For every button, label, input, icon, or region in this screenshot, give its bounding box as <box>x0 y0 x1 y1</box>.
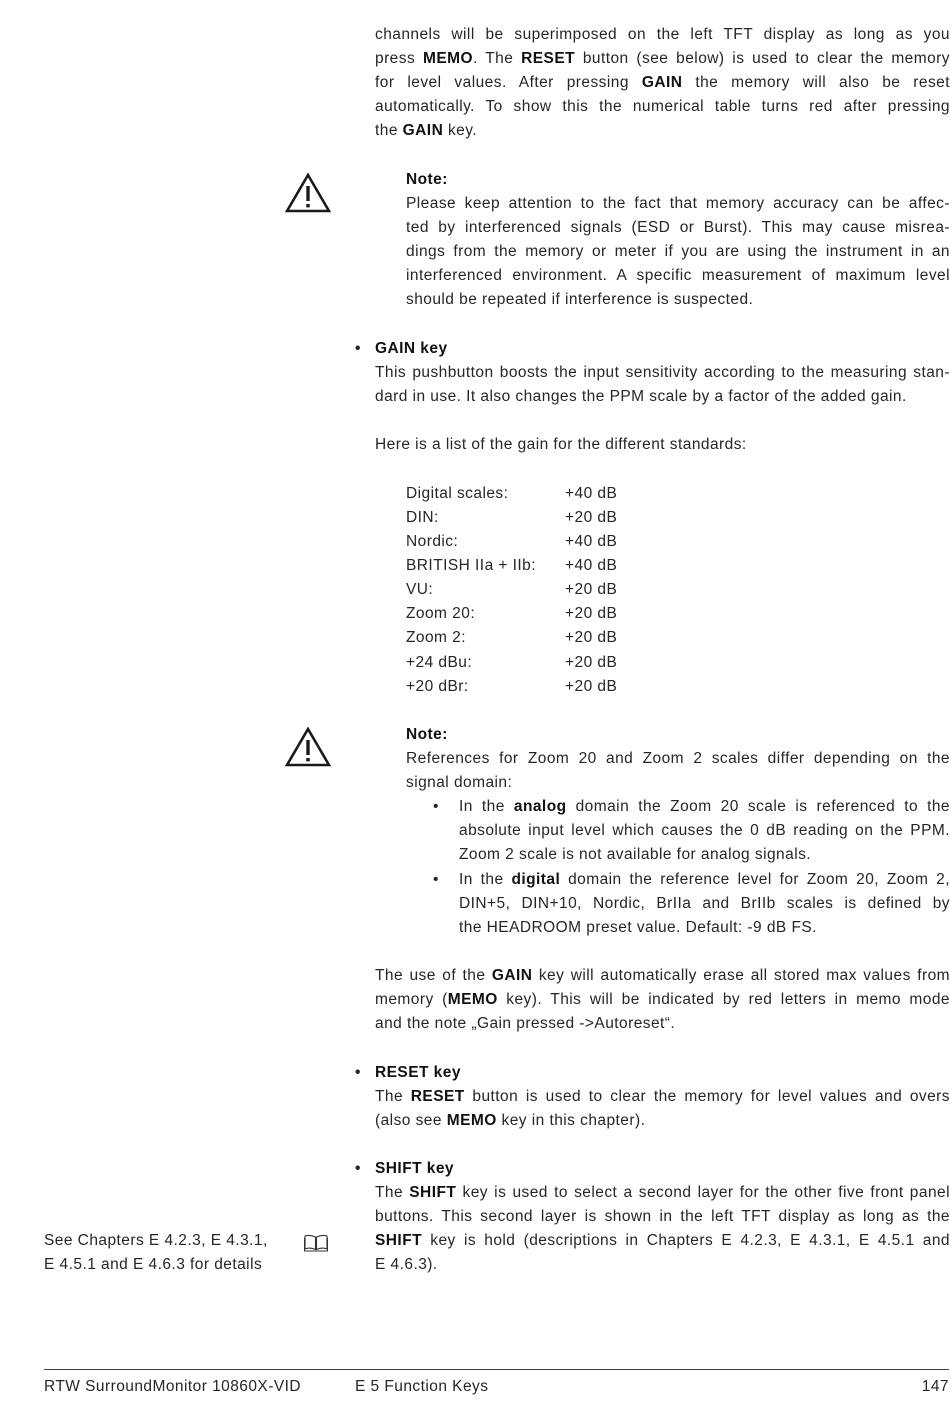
footer-product-name: RTW SurroundMonitor 10860X-VID <box>44 1378 302 1395</box>
bullet: • <box>355 1064 361 1081</box>
intro-line: automatically. To show this the numerical table turns red after pressing <box>375 98 950 115</box>
note-title: Note: <box>406 171 448 188</box>
gain-use-paragraph <box>375 964 950 1036</box>
intro-line: press MEMO. The RESET button (see below) is used to clear the memory <box>375 50 950 67</box>
section-title: RESET key <box>375 1064 461 1081</box>
note-sub-line: Zoom 2 scale is not available for analog signals. <box>459 846 812 863</box>
shift-line: buttons. This second layer is shown in the left TFT display as long as the <box>375 1208 950 1225</box>
gain-use-line: memory (MEMO key). This will be indicated by red letters in memo mode <box>375 991 950 1008</box>
bullet: • <box>355 1160 361 1177</box>
reset-line: The RESET button is used to clear the memory for level values and overs <box>375 1088 950 1105</box>
shift-line: SHIFT key is hold (descriptions in Chapters E 4.2.3, E 4.3.1, E 4.5.1 and <box>375 1232 950 1249</box>
gain-value: +20 dB <box>565 629 618 646</box>
reset-line: (also see MEMO key in this chapter). <box>375 1112 646 1129</box>
note-sub-line: DIN+5, DIN+10, Nordic, BrIIa and BrIIb scales is defined by <box>459 895 950 912</box>
gain-value: +40 dB <box>565 485 618 502</box>
section-title: SHIFT key <box>375 1160 454 1177</box>
note-line: signal domain: <box>406 774 513 791</box>
margin-note-line: E 4.5.1 and E 4.6.3 for details <box>44 1256 263 1273</box>
note-line: Please keep attention to the fact that memory accuracy can be affec- <box>406 195 950 212</box>
gain-line: dard in use. It also changes the PPM scale by a factor of the added gain. <box>375 388 907 405</box>
warning-icon <box>285 173 331 213</box>
margin-reference-note <box>44 1229 268 1277</box>
intro-line: the GAIN key. <box>375 122 478 139</box>
gain-standard: +24 dBu: <box>406 654 473 671</box>
note-line: References for Zoom 20 and Zoom 2 scales differ depending on the <box>406 750 950 767</box>
section-title: GAIN key <box>375 340 448 357</box>
gain-value: +40 dB <box>565 533 618 550</box>
shift-key-section <box>375 1157 950 1277</box>
shift-line: E 4.6.3). <box>375 1256 438 1273</box>
note-memory-accuracy <box>406 168 950 312</box>
page-number: 147 <box>921 1378 949 1395</box>
note-line: ted by interferenced signals (ESD or Burst). This may cause misrea- <box>406 219 950 236</box>
intro-line: channels will be superimposed on the left TFT display as long as you <box>375 26 950 43</box>
gain-value: +40 dB <box>565 557 618 574</box>
note-line: dings from the memory or meter if you are using the instrument in an <box>406 243 950 260</box>
gain-key-section <box>375 337 950 457</box>
gain-standard: Digital scales: <box>406 485 509 502</box>
intro-line: for level values. After pressing GAIN the memory will also be reset <box>375 74 950 91</box>
reset-key-section <box>375 1061 950 1133</box>
gain-value: +20 dB <box>565 654 618 671</box>
gain-use-line: The use of the GAIN key will automatically erase all stored max values from <box>375 967 950 984</box>
gain-value: +20 dB <box>565 605 618 622</box>
note-sub-item-analog <box>459 795 950 867</box>
gain-standard: VU: <box>406 581 434 598</box>
gain-standard: BRITISH IIa + IIb: <box>406 557 536 574</box>
gain-value: +20 dB <box>565 581 618 598</box>
note-zoom-references <box>406 723 950 795</box>
shift-line: The SHIFT key is used to select a second layer for the other five front panel <box>375 1184 950 1201</box>
gain-standard: Zoom 2: <box>406 629 467 646</box>
gain-value: +20 dB <box>565 678 618 695</box>
bullet: • <box>355 340 361 357</box>
note-sub-line: In the analog domain the Zoom 20 scale is referenced to the <box>459 798 950 815</box>
note-line: interferenced environment. A specific measurement of maximum level <box>406 267 950 284</box>
gain-standard: +20 dBr: <box>406 678 469 695</box>
bullet: • <box>433 871 439 888</box>
gain-list-intro: Here is a list of the gain for the different standards: <box>375 436 747 453</box>
bullet: • <box>433 798 439 815</box>
note-sub-line: the HEADROOM preset value. Default: -9 dB FS. <box>459 919 817 936</box>
gain-standard: Zoom 20: <box>406 605 476 622</box>
warning-icon <box>285 727 331 767</box>
gain-value: +20 dB <box>565 509 618 526</box>
note-sub-item-digital <box>459 868 950 940</box>
gain-use-line: and the note „Gain pressed ->Autoreset“. <box>375 1015 676 1032</box>
gain-line: This pushbutton boosts the input sensitivity according to the measuring stan- <box>375 364 950 381</box>
gain-standard: DIN: <box>406 509 439 526</box>
note-sub-line: In the digital domain the reference level for Zoom 20, Zoom 2, <box>459 871 950 888</box>
note-title: Note: <box>406 726 448 743</box>
note-sub-line: absolute input level which causes the 0 dB reading on the PPM. <box>459 822 950 839</box>
margin-note-line: See Chapters E 4.2.3, E 4.3.1, <box>44 1232 268 1249</box>
intro-paragraph <box>375 23 950 143</box>
footer-chapter: E 5 Function Keys <box>355 1378 489 1395</box>
gain-standard: Nordic: <box>406 533 459 550</box>
footer-divider <box>44 1369 949 1370</box>
book-icon <box>304 1234 328 1252</box>
note-line: should be repeated if interference is suspected. <box>406 291 754 308</box>
